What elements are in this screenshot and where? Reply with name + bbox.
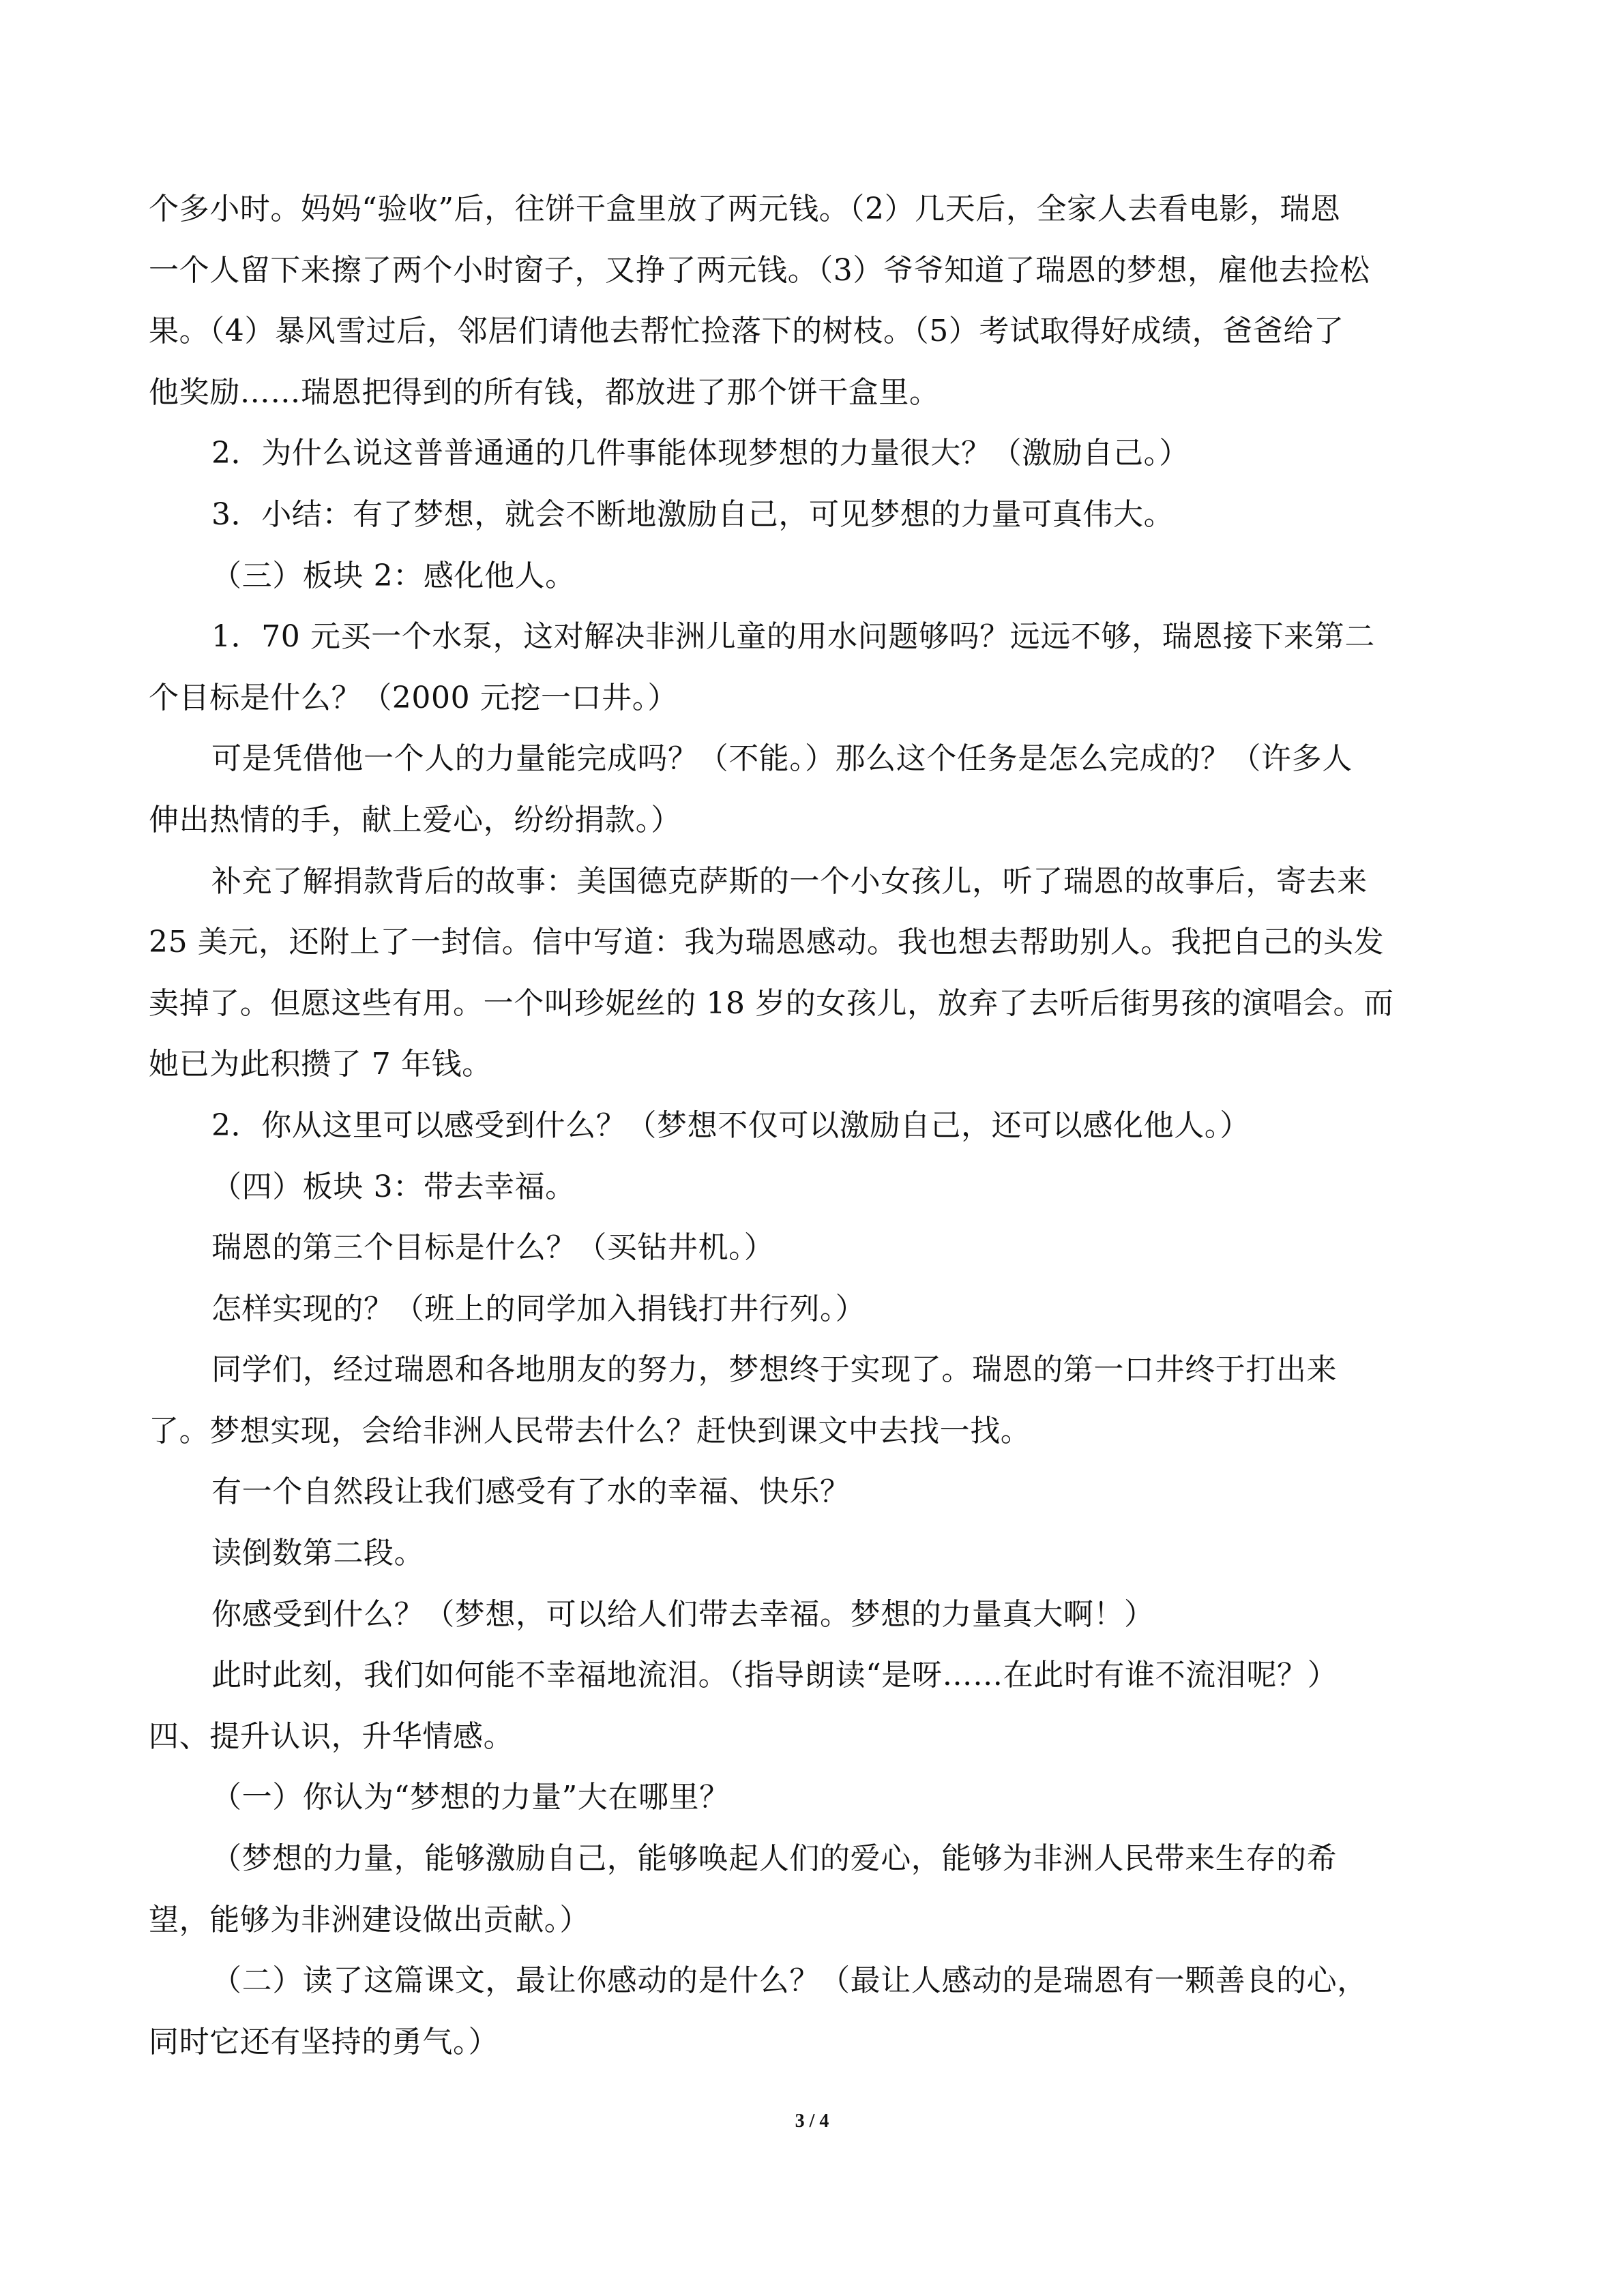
- text-line: 个目标是什么？（2000 元挖一口井。）: [149, 680, 678, 715]
- text-line: 伸出热情的手，献上爱心，纷纷捐款。）: [149, 802, 681, 837]
- page-number: 3 / 4: [795, 2111, 829, 2132]
- text-line: （一）你认为“梦想的力量”大在哪里？: [211, 1780, 730, 1815]
- text-line: 了。梦想实现，会给非洲人民带去什么？赶快到课文中去找一找。: [149, 1413, 1031, 1448]
- text-line: （梦想的力量，能够激励自己，能够唤起人们的爱心，能够为非洲人民带来生存的希: [211, 1841, 1338, 1877]
- text-line: 瑞恩的第三个目标是什么？（买钻井机。）: [211, 1230, 775, 1266]
- text-line: 有一个自然段让我们感受有了水的幸福、快乐？: [211, 1474, 851, 1510]
- text-line: 1．70 元买一个水泵，这对解决非洲儿童的用水问题够吗？远远不够，瑞恩接下来第二: [211, 619, 1375, 655]
- text-line: 同时它还有坚持的勇气。）: [149, 2024, 499, 2059]
- text-line: 此时此刻，我们如何能不幸福地流泪。（指导朗读“是呀……在此时有谁不流泪呢？）: [211, 1658, 1338, 1693]
- text-line: 他奖励……瑞恩把得到的所有钱，都放进了那个饼干盒里。: [149, 374, 940, 410]
- text-line: 3．小结：有了梦想，就会不断地激励自己，可见梦想的力量可真伟大。: [211, 496, 1175, 532]
- text-line: 2．你从这里可以感受到什么？（梦想不仅可以激励自己，还可以感化他人。）: [211, 1107, 1250, 1143]
- text-line: 2．为什么说这普普通通的几件事能体现梦想的力量很大？（激励自己。）: [211, 436, 1190, 471]
- text-line: 读倒数第二段。: [211, 1536, 425, 1571]
- text-line: 她已为此积攒了 7 年钱。: [149, 1047, 492, 1082]
- text-line: 卖掉了。但愿这些有用。一个叫珍妮丝的 18 岁的女孩儿，放弃了去听后街男孩的演唱会。而: [149, 985, 1394, 1021]
- text-line: 四、提升认识，升华情感。: [149, 1718, 514, 1754]
- text-line: 果。（4）暴风雪过后，邻居们请他去帮忙捡落下的树枝。（5）考试取得好成绩，爸爸给了: [149, 314, 1344, 349]
- text-line: 个多小时。妈妈“验收”后，往饼干盒里放了两元钱。（2）几天后，全家人去看电影，瑞恩: [149, 192, 1341, 226]
- text-line: 望，能够为非洲建设做出贡献。）: [149, 1902, 590, 1937]
- text-line: 同学们，经过瑞恩和各地朋友的努力，梦想终于实现了。瑞恩的第一口井终于打出来: [211, 1352, 1338, 1388]
- document-body: [149, 179, 1477, 2072]
- text-line: 25 美元，还附上了一封信。信中写道：我为瑞恩感动。我也想去帮助别人。我把自己的头发: [149, 925, 1385, 960]
- text-line: （二）读了这篇课文，最让你感动的是什么？（最让人感动的是瑞恩有一颗善良的心，: [211, 1963, 1368, 1999]
- text-line: 你感受到什么？（梦想，可以给人们带去幸福。梦想的力量真大啊！）: [211, 1596, 1155, 1632]
- text-line: （四）板块 3：带去幸福。: [211, 1169, 576, 1204]
- text-line: （三）板块 2：感化他人。: [211, 558, 576, 593]
- text-line: 可是凭借他一个人的力量能完成吗？（不能。）那么这个任务是怎么完成的？（许多人: [211, 741, 1353, 777]
- text-line: 补充了解捐款背后的故事：美国德克萨斯的一个小女孩儿，听了瑞恩的故事后，寄去来: [211, 863, 1368, 899]
- text-line: 怎样实现的？（班上的同学加入捐钱打井行列。）: [211, 1291, 866, 1326]
- text-line: 一个人留下来擦了两个小时窗子，又挣了两元钱。（3）爷爷知道了瑞恩的梦想，雇他去捡松: [149, 252, 1370, 288]
